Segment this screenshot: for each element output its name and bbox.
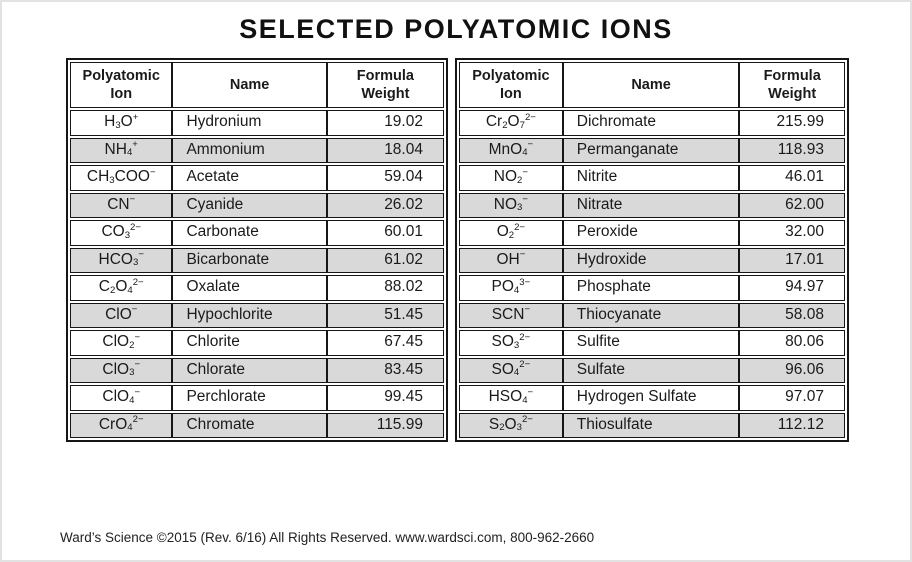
weight-cell: 51.45 xyxy=(326,304,443,328)
table-row xyxy=(459,193,845,219)
header-cell-weight: Formula Weight xyxy=(326,63,443,107)
weight-cell: 60.01 xyxy=(326,221,443,245)
weight-cell: 17.01 xyxy=(738,249,844,273)
table-row xyxy=(459,110,845,136)
name-cell: Carbonate xyxy=(171,221,325,245)
name-cell: Nitrite xyxy=(562,166,739,190)
formula-cell: MnO $_4$ − xyxy=(488,139,534,159)
table-row xyxy=(459,165,845,191)
name-cell: Hydroxide xyxy=(562,249,739,273)
tables-container xyxy=(66,58,849,442)
table-row xyxy=(70,138,444,164)
weight-cell: 61.02 xyxy=(326,249,443,273)
formula-cell: SCN − xyxy=(491,304,531,323)
table-row xyxy=(459,138,845,164)
name-cell: Hydronium xyxy=(171,111,325,135)
formula-cell: NO $_2$ − xyxy=(493,166,528,186)
header-cell-name: Name xyxy=(562,63,739,107)
formula-cell: SO $_4$ $^{2-}$ xyxy=(491,359,531,379)
table-row xyxy=(70,413,444,439)
formula-cell: SO $_3$ $^{2-}$ xyxy=(491,331,531,351)
weight-cell: 96.06 xyxy=(738,359,844,383)
weight-cell: 112.12 xyxy=(738,414,844,438)
polyatomic-table-right xyxy=(455,58,849,442)
table-header-row xyxy=(459,62,845,108)
weight-cell: 19.02 xyxy=(326,111,443,135)
weight-cell: 97.07 xyxy=(738,386,844,410)
table-row xyxy=(459,413,845,439)
name-cell: Acetate xyxy=(171,166,325,190)
footer-text: Ward’s Science ©2015 (Rev. 6/16) All Rights Reserved. www.wardsci.com, 800-962-2660 xyxy=(60,530,595,545)
formula-cell: ClO − xyxy=(105,304,138,323)
formula-cell: HCO $_3$ − xyxy=(98,249,144,269)
formula-cell: ClO $_4$ − xyxy=(102,386,141,406)
name-cell: Chlorate xyxy=(171,359,325,383)
formula-cell: PO $_4$ $^{3-}$ xyxy=(491,276,531,296)
weight-cell: 18.04 xyxy=(326,139,443,163)
header-cell-weight: Formula Weight xyxy=(738,63,844,107)
formula-cell: C $_2$ O $_4$ $^{2-}$ xyxy=(98,276,144,296)
name-cell: Ammonium xyxy=(171,139,325,163)
name-cell: Perchlorate xyxy=(171,386,325,410)
table-row xyxy=(459,275,845,301)
header-cell-ion: Polyatomic Ion xyxy=(472,67,550,102)
table-row xyxy=(70,110,444,136)
table-row xyxy=(459,358,845,384)
formula-cell: CH $_3$ COO − xyxy=(86,166,156,186)
table-row xyxy=(70,385,444,411)
name-cell: Sulfate xyxy=(562,359,739,383)
name-cell: Dichromate xyxy=(562,111,739,135)
weight-cell: 26.02 xyxy=(326,194,443,218)
weight-cell: 94.97 xyxy=(738,276,844,300)
table-row xyxy=(70,330,444,356)
table-row xyxy=(459,330,845,356)
table-row xyxy=(70,248,444,274)
formula-cell: ClO $_3$ − xyxy=(102,359,141,379)
name-cell: Cyanide xyxy=(171,194,325,218)
weight-cell: 80.06 xyxy=(738,331,844,355)
weight-cell: 83.45 xyxy=(326,359,443,383)
weight-cell: 32.00 xyxy=(738,221,844,245)
table-row xyxy=(70,358,444,384)
name-cell: Peroxide xyxy=(562,221,739,245)
formula-cell: NH $_4$ + xyxy=(104,139,138,159)
formula-cell: HSO $_4$ − xyxy=(488,386,534,406)
formula-cell: H $_3$ O + xyxy=(104,111,139,131)
table-header-row xyxy=(70,62,444,108)
header-cell-ion: Polyatomic Ion xyxy=(82,67,160,102)
formula-cell: Cr $_2$ O $_7$ $^{2-}$ xyxy=(485,111,536,131)
weight-cell: 99.45 xyxy=(326,386,443,410)
name-cell: Hypochlorite xyxy=(171,304,325,328)
table-row xyxy=(459,385,845,411)
weight-cell: 58.08 xyxy=(738,304,844,328)
weight-cell: 62.00 xyxy=(738,194,844,218)
name-cell: Chromate xyxy=(171,414,325,438)
name-cell: Nitrate xyxy=(562,194,739,218)
weight-cell: 215.99 xyxy=(738,111,844,135)
table-row xyxy=(459,303,845,329)
weight-cell: 67.45 xyxy=(326,331,443,355)
page-title: SELECTED POLYATOMIC IONS xyxy=(239,14,673,44)
table-row xyxy=(70,275,444,301)
polyatomic-table-left xyxy=(66,58,448,442)
formula-cell: OH − xyxy=(496,249,526,268)
name-cell: Thiosulfate xyxy=(562,414,739,438)
header-cell-name: Name xyxy=(171,63,325,107)
formula-cell: O $_2$ $^{2-}$ xyxy=(496,221,526,241)
table-row xyxy=(70,303,444,329)
weight-cell: 46.01 xyxy=(738,166,844,190)
weight-cell: 59.04 xyxy=(326,166,443,190)
name-cell: Hydrogen Sulfate xyxy=(562,386,739,410)
formula-cell: S $_2$ O $_3$ $^{2-}$ xyxy=(488,414,533,434)
table-row xyxy=(70,193,444,219)
name-cell: Thiocyanate xyxy=(562,304,739,328)
table-row xyxy=(459,220,845,246)
formula-cell: CN − xyxy=(107,194,136,213)
name-cell: Bicarbonate xyxy=(171,249,325,273)
weight-cell: 118.93 xyxy=(738,139,844,163)
formula-cell: NO $_3$ − xyxy=(493,194,528,214)
name-cell: Chlorite xyxy=(171,331,325,355)
table-row xyxy=(459,248,845,274)
formula-cell: ClO $_2$ − xyxy=(102,331,141,351)
name-cell: Oxalate xyxy=(171,276,325,300)
weight-cell: 115.99 xyxy=(326,414,443,438)
name-cell: Phosphate xyxy=(562,276,739,300)
formula-cell: CO $_3$ $^{2-}$ xyxy=(101,221,141,241)
table-row xyxy=(70,220,444,246)
formula-cell: CrO $_4$ $^{2-}$ xyxy=(98,414,144,434)
name-cell: Permanganate xyxy=(562,139,739,163)
name-cell: Sulfite xyxy=(562,331,739,355)
table-row xyxy=(70,165,444,191)
weight-cell: 88.02 xyxy=(326,276,443,300)
